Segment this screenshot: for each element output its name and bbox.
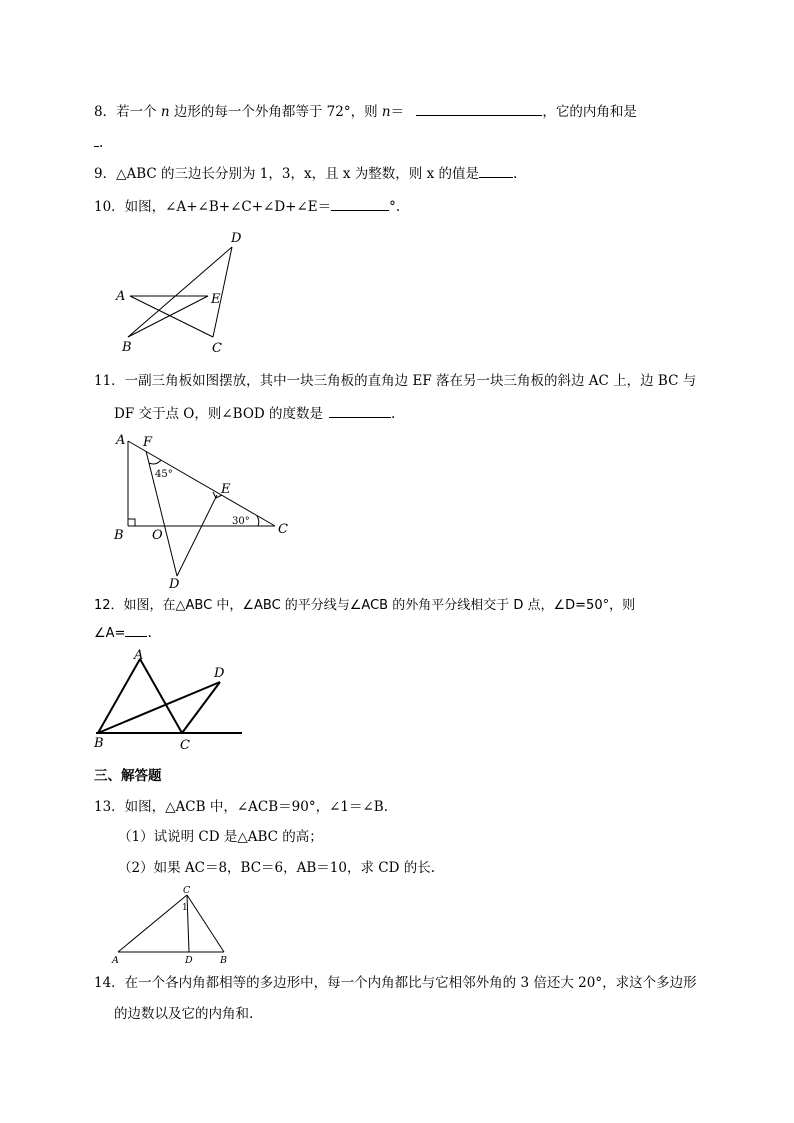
label-D: D: [214, 666, 225, 681]
label-B: B: [114, 528, 124, 543]
label-A: A: [116, 433, 126, 448]
question-8-cont: [94, 132, 103, 153]
segment-AC: [130, 296, 213, 337]
q8-var-n2: n: [381, 104, 391, 120]
q11-text-1: 11．一副三角板如图摆放，其中一块三角板的直角边 EF 落在另一块三角板的斜边 AC 上，边 BC 与: [94, 373, 697, 389]
figure-q13: [110, 883, 235, 968]
segment-CB: [187, 895, 224, 952]
q10-end: °.: [389, 199, 401, 215]
question-13-line1: [94, 797, 388, 817]
question-9: [94, 163, 517, 184]
q11-end: .: [391, 406, 396, 422]
segment-AC: [128, 441, 275, 526]
question-10: [94, 196, 400, 217]
angle-arc-F: [149, 460, 161, 464]
q12-text-2: ∠A=: [94, 626, 126, 641]
q12-text-1: 12．如图，在△ABC 中，∠ABC 的平分线与∠ACB 的外角平分线相交于 D 点，∠D=50°，则: [94, 598, 636, 613]
q10-text: 10．如图，∠A+∠B+∠C+∠D+∠E＝: [94, 199, 332, 215]
question-11-line2: [114, 403, 395, 424]
right-angle-B: [128, 519, 135, 526]
question-14-line2: [114, 1004, 253, 1024]
question-12-line1: [94, 595, 635, 616]
label-A: A: [112, 955, 119, 966]
q8-cont-text: .: [99, 135, 104, 151]
q12-answer-blank[interactable]: [125, 622, 147, 637]
q11-text-2: DF 交于点 O，则∠BOD 的度数是: [114, 406, 324, 422]
segment-DE: [177, 495, 217, 576]
figure-q10: [112, 228, 257, 356]
q9-text: 9．△ABC 的三边长分别为 1，3，x，且 x 为整数，则 x 的值是: [94, 166, 479, 182]
segment-BA: [98, 659, 140, 733]
angle-arc-C: [257, 516, 259, 526]
q8-text-1: 8．若一个: [94, 104, 161, 120]
q10-answer-blank[interactable]: [331, 196, 389, 211]
label-B: B: [122, 340, 132, 355]
angle-label-45: 45°: [155, 469, 173, 480]
question-8: [94, 101, 637, 122]
q11-answer-blank[interactable]: [329, 403, 391, 418]
q12-end: .: [147, 625, 152, 641]
label-D: D: [185, 955, 193, 966]
label-F: F: [143, 435, 153, 450]
q14-text-2: 的边数以及它的内角和.: [114, 1006, 254, 1022]
label-E: E: [211, 292, 221, 307]
segment-AC: [118, 895, 187, 952]
question-13-part1: [118, 827, 323, 847]
q13-text-1: 13．如图，△ACB 中，∠ACB＝90°，∠1＝∠B.: [94, 799, 389, 815]
label-A: A: [134, 648, 144, 663]
label-C: C: [180, 738, 190, 753]
angle-label-30: 30°: [232, 516, 250, 527]
q8-text-3: ＝: [390, 104, 405, 120]
question-11-line1: [94, 371, 696, 391]
question-14-line1: [94, 973, 697, 993]
q14-text-1: 14．在一个各内角都相等的多边形中，每一个内角都比与它相邻外角的 3 倍还大 20°，求这个多边形: [94, 975, 697, 991]
q9-end: .: [513, 166, 518, 182]
label-D: D: [231, 231, 242, 246]
segment-AC: [140, 659, 182, 733]
q8-var-n: n: [160, 104, 170, 120]
question-13-part2: [118, 858, 435, 878]
q8-text-2: 边形的每一个外角都等于 72°，则: [169, 104, 382, 120]
figure-q11: [110, 428, 300, 593]
q8-answer-blank[interactable]: [416, 101, 542, 116]
q9-answer-blank[interactable]: [479, 163, 513, 178]
label-D: D: [169, 577, 180, 592]
section-heading: 三、解答题: [94, 768, 162, 784]
q13-part1-text: （1）试说明 CD 是△ABC 的高；: [118, 829, 323, 845]
label-A: A: [116, 289, 126, 304]
q13-part2-text: （2）如果 AC＝8，BC＝6，AB＝10，求 CD 的长.: [118, 860, 436, 876]
label-O: O: [152, 528, 163, 543]
label-C: C: [278, 522, 288, 537]
question-12-line2: [94, 622, 152, 644]
angle-label-1: 1: [182, 903, 188, 913]
figure-q12: [92, 645, 244, 755]
label-C: C: [212, 341, 222, 356]
label-E: E: [221, 482, 231, 497]
q8-text-4: ，它的内角和是: [542, 104, 637, 120]
label-B: B: [220, 955, 227, 966]
label-C: C: [183, 885, 191, 896]
label-B: B: [94, 736, 104, 751]
